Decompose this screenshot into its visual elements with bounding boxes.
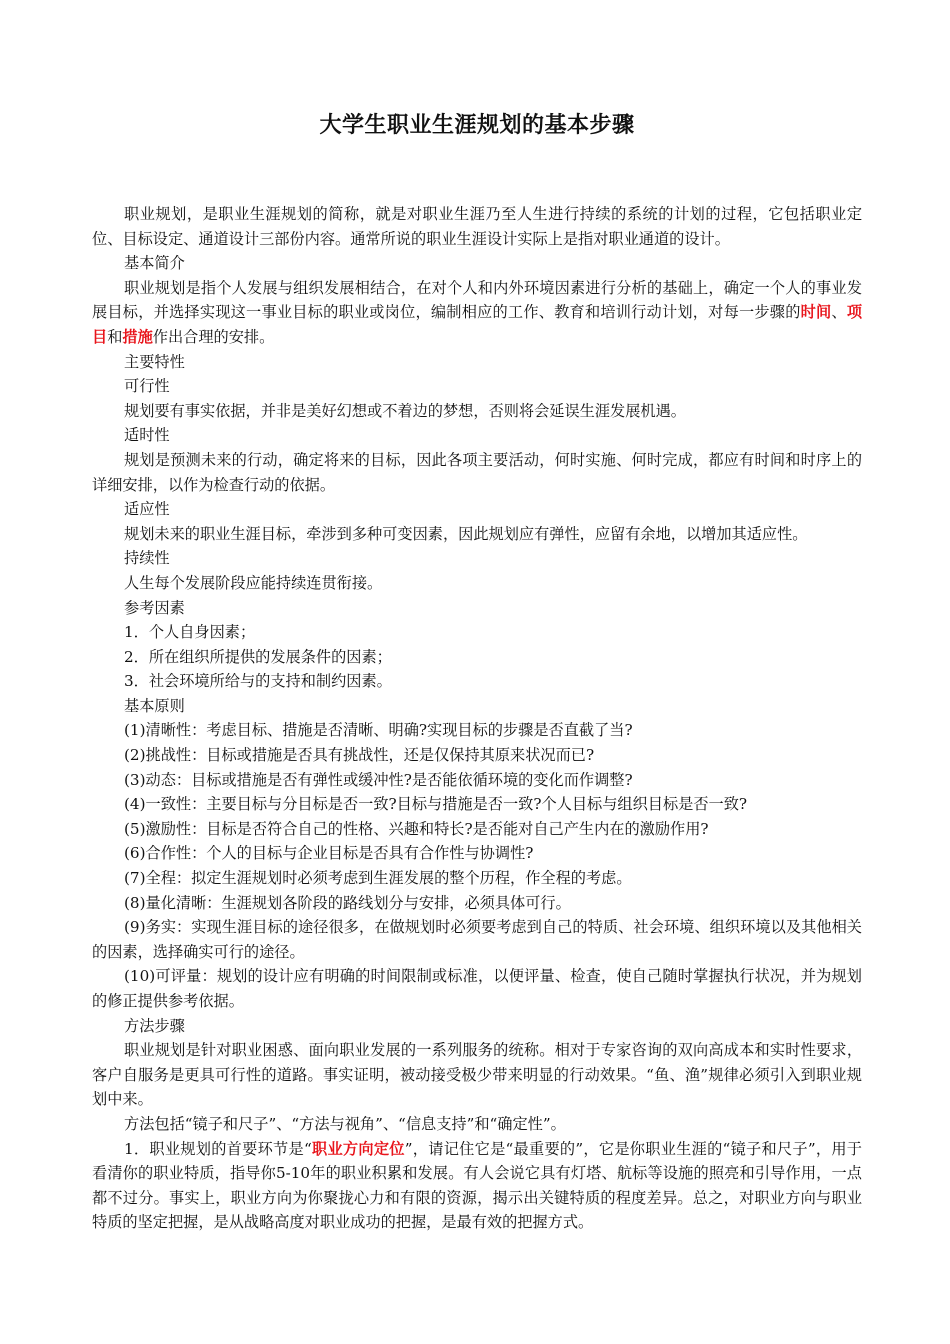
methods-list-paragraph: 方法包括“镜子和尺子”、“方法与视角”、“信息支持”和“确定性”。 [124, 1114, 566, 1133]
factor-item: 1．个人自身因素； [124, 623, 256, 642]
separator-text: 和 [107, 327, 123, 346]
principle-item: (7)全程：拟定生涯规划时必须考虑到生涯发展的整个历程，作全程的考虑。 [124, 869, 632, 888]
heading-timeliness: 适时性 [124, 426, 170, 445]
adaptability-paragraph: 规划未来的职业生涯目标，牵涉到多种可变因素，因此规划应有弹性，应留有余地，以增加其适应性。 [124, 524, 808, 543]
heading-main-features: 主要特性 [124, 352, 185, 371]
separator-text: 、 [831, 303, 847, 322]
heading-basic-intro: 基本简介 [124, 254, 185, 273]
methods-paragraph: 职业规划是针对职业困惑、面向职业发展的一系列服务的统称。相对于专家咨询的双向高成本和实时性要求，客户自服务是更具可行性的道路。事实证明，被动接受极少带来明显的行动效果。“鱼、渔”规律必须引入到职业规划中来。 [92, 1041, 862, 1109]
highlight-career-direction: 职业方向定位 [311, 1139, 405, 1158]
principle-item: (10)可评量：规划的设计应有明确的时间限制或标准，以便评量、检查，使自己随时掌握执行状况，并为规划的修正提供参考依据。 [92, 967, 862, 1010]
principle-item: (9)务实：实现生涯目标的途径很多，在做规划时必须要考虑到自己的特质、社会环境、组织环境以及其他相关的因素，选择确实可行的途径。 [92, 918, 862, 961]
heading-reference-factors: 参考因素 [124, 598, 185, 617]
principle-item: (8)量化清晰：生涯规划各阶段的路线划分与安排，必须具体可行。 [124, 893, 571, 912]
step-one-text-end: ”，请记住它是“最重要的”，它是你职业生涯的“镜子和尺子”，用于看清你的职业特质，指导你5-10年的职业积累和发展。有人会说它具有灯塔、航标等设施的照亮和引导作用，一点都不过分。事实上，职业方向为你聚拢心力和有限的资源，揭示出关键特质的程度差异。总之，对职业方向与职业特质的坚定把握，是从战略高度对职业成功的把握，是最有效的把握方式。 [92, 1139, 862, 1232]
principle-item: (6)合作性：个人的目标与企业目标是否具有合作性与协调性? [124, 844, 534, 863]
basic-intro-text-end: 作出合理的安排。 [152, 327, 275, 346]
heading-continuity: 持续性 [124, 549, 170, 568]
principle-item: (2)挑战性：目标或措施是否具有挑战性，还是仅保持其原来状况而已? [124, 746, 595, 765]
factor-item: 3．社会环境所给与的支持和制约因素。 [124, 672, 392, 691]
highlight-project: 项目 [92, 303, 863, 346]
step-one-text: 1．职业规划的首要环节是“ [124, 1139, 312, 1158]
principle-item: (5)激励性：目标是否符合自己的性格、兴趣和特长?是否能对自己产生内在的激励作用? [124, 819, 709, 838]
step-one-paragraph [92, 1137, 862, 1235]
highlight-measure: 措施 [122, 327, 153, 346]
intro-paragraph: 职业规划，是职业生涯规划的简称，就是对职业生涯乃至人生进行持续的系统的计划的过程，它包括职业定位、目标设定、通道设计三部份内容。通常所说的职业生涯设计实际上是指对职业通道的设计。 [92, 205, 862, 248]
document-page [92, 108, 862, 1235]
principle-item: (4)一致性：主要目标与分目标是否一致?目标与措施是否一致?个人目标与组织目标是否一致? [124, 795, 748, 814]
continuity-paragraph: 人生每个发展阶段应能持续连贯衔接。 [124, 573, 383, 592]
heading-method-steps: 方法步骤 [124, 1016, 185, 1035]
heading-adaptability: 适应性 [124, 500, 170, 519]
principle-item: (1)清晰性：考虑目标、措施是否清晰、明确?实现目标的步骤是否直截了当? [124, 721, 633, 740]
heading-feasibility: 可行性 [124, 377, 170, 396]
heading-basic-principles: 基本原则 [124, 696, 185, 715]
basic-intro-paragraph [92, 276, 862, 350]
factor-item: 2．所在组织所提供的发展条件的因素； [124, 647, 392, 666]
feasibility-paragraph: 规划要有事实依据，并非是美好幻想或不着边的梦想，否则将会延误生涯发展机遇。 [124, 401, 686, 420]
principle-item: (3)动态：目标或措施是否有弹性或缓冲性?是否能依循环境的变化而作调整? [124, 770, 633, 789]
basic-intro-text: 职业规划是指个人发展与组织发展相结合，在对个人和内外环境因素进行分析的基础上，确定一个人的事业发展目标，并选择实现这一事业目标的职业或岗位，编制相应的工作、教育和培训行动计划，对每一步骤的 [92, 278, 862, 322]
timeliness-paragraph: 规划是预测未来的行动，确定将来的目标，因此各项主要活动，何时实施、何时完成，都应有时间和时序上的详细安排，以作为检查行动的依据。 [92, 450, 862, 494]
highlight-time: 时间 [800, 303, 832, 322]
document-title: 大学生职业生涯规划的基本步骤 [319, 113, 635, 138]
